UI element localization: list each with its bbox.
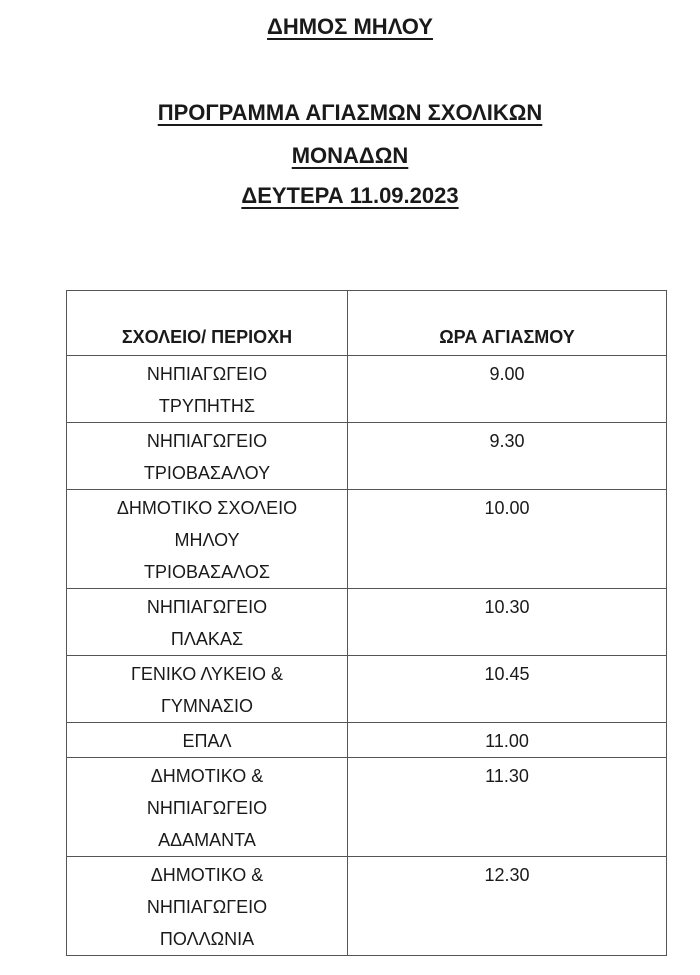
document-date: ΔΕΥΤΕΡΑ 11.09.2023: [241, 183, 459, 208]
school-name-line: ΑΔΑΜΑΝΤΑ: [158, 830, 256, 850]
time-cell: 10.00: [348, 490, 667, 589]
school-name-line: ΝΗΠΙΑΓΩΓΕΙΟ: [146, 431, 268, 451]
school-name-line: ΕΠΑΛ: [182, 731, 232, 751]
municipality-heading: ΔΗΜΟΣ ΜΗΛΟΥ: [267, 14, 433, 39]
table-row: [67, 490, 667, 589]
document-title-line1: ΠΡΟΓΡΑΜΜΑ ΑΓΙΑΣΜΩΝ ΣΧΟΛΙΚΩΝ: [157, 100, 543, 125]
time-cell: 9.00: [348, 356, 667, 423]
school-cell: [67, 356, 348, 423]
table-row: [67, 758, 667, 857]
school-cell: [67, 589, 348, 656]
table-row: [67, 857, 667, 956]
school-name-line: ΠΟΛΛΩΝΙΑ: [159, 929, 255, 949]
school-cell: [67, 423, 348, 490]
time-cell: 9.30: [348, 423, 667, 490]
school-name-line: ΓΥΜΝΑΣΙΟ: [160, 696, 254, 716]
table-header-row: [67, 291, 667, 356]
table-row: [67, 723, 667, 758]
blessing-schedule-table: [66, 290, 667, 956]
school-name-line: ΝΗΠΙΑΓΩΓΕΙΟ: [146, 597, 268, 617]
table-row: [67, 423, 667, 490]
school-name-line: ΤΡΙΟΒΑΣΑΛΟΥ: [143, 463, 271, 483]
school-name-line: ΔΗΜΟΤΙΚΟ &: [150, 766, 264, 786]
time-cell: 11.30: [348, 758, 667, 857]
school-name-line: ΤΡΥΠΗΤΗΣ: [158, 396, 256, 416]
school-name-line: ΓΕΝΙΚΟ ΛΥΚΕΙΟ &: [130, 664, 284, 684]
school-cell: [67, 723, 348, 758]
time-cell: 12.30: [348, 857, 667, 956]
school-cell: [67, 758, 348, 857]
column-header-time: ΩΡΑ ΑΓΙΑΣΜΟΥ: [348, 291, 667, 356]
table-row: [67, 356, 667, 423]
school-name-line: ΔΗΜΟΤΙΚΟ ΣΧΟΛΕΙΟ: [116, 498, 298, 518]
school-name-line: ΠΛΑΚΑΣ: [170, 629, 244, 649]
table-row: [67, 656, 667, 723]
column-header-school: ΣΧΟΛΕΙΟ/ ΠΕΡΙΟΧΗ: [67, 291, 348, 356]
school-name-line: ΔΗΜΟΤΙΚΟ &: [150, 865, 264, 885]
school-name-line: ΝΗΠΙΑΓΩΓΕΙΟ: [146, 798, 268, 818]
time-cell: 10.30: [348, 589, 667, 656]
table-row: [67, 589, 667, 656]
school-name-line: ΤΡΙΟΒΑΣΑΛΟΣ: [144, 562, 270, 582]
school-cell: [67, 490, 348, 589]
school-cell: [67, 656, 348, 723]
school-cell: [67, 857, 348, 956]
time-cell: 11.00: [348, 723, 667, 758]
school-name-line: ΝΗΠΙΑΓΩΓΕΙΟ: [146, 364, 268, 384]
document-title-line2: ΜΟΝΑΔΩΝ: [291, 143, 409, 168]
time-cell: 10.45: [348, 656, 667, 723]
school-name-line: ΜΗΛΟΥ: [174, 530, 240, 550]
school-name-line: ΝΗΠΙΑΓΩΓΕΙΟ: [146, 897, 268, 917]
